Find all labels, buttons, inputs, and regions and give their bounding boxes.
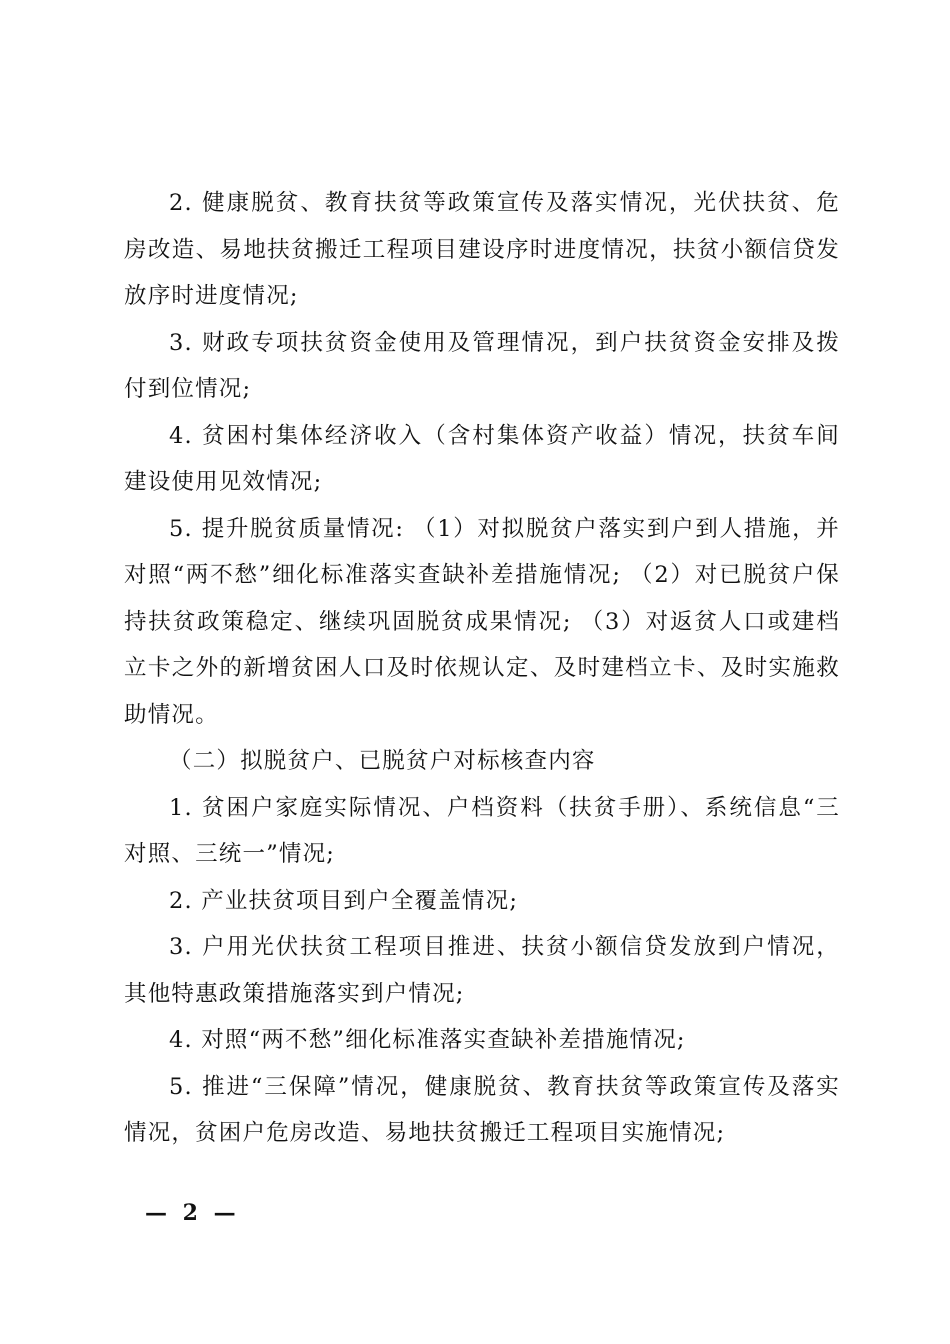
- document-body: [124, 180, 840, 1157]
- section-heading: （二）拟脱贫户、已脱贫户对标核查内容: [169, 748, 596, 774]
- checklist-item-1: 1. 贫困户家庭实际情况、户档资料（扶贫手册）、系统信息“三对照、三统一”情况;: [124, 794, 840, 867]
- checklist-item-5: 5. 推进“三保障”情况，健康脱贫、教育扶贫等政策宣传及落实情况，贫困户危房改造、易地扶贫搬迁工程项目实施情况;: [124, 1073, 840, 1146]
- paragraph-item-3: 3. 财政专项扶贫资金使用及管理情况，到户扶贫资金安排及拨付到位情况;: [124, 329, 840, 402]
- paragraph-item-4: 4. 贫困村集体经济收入（含村集体资产收益）情况，扶贫车间建设使用见效情况;: [124, 422, 840, 495]
- checklist-item-4: 4. 对照“两不愁”细化标准落实查缺补差措施情况;: [169, 1027, 686, 1053]
- paragraph-item-2: 2. 健康脱贫、教育扶贫等政策宣传及落实情况，光伏扶贫、危房改造、易地扶贫搬迁工程项目建设序时进度情况，扶贫小额信贷发放序时进度情况;: [124, 190, 840, 309]
- page-number: — 2 —: [145, 1200, 240, 1226]
- paragraph-item-5: 5. 提升脱贫质量情况: （1）对拟脱贫户落实到户到人措施，并对照“两不愁”细化标准落实查缺补差措施情况; （2）对已脱贫户保持扶贫政策稳定、继续巩固脱贫成果情况; （3）对返贫人口或建档立卡之外的新增贫困人口及时依规认定、及时建档立卡、及时实施救助情况。: [124, 515, 840, 728]
- checklist-item-2: 2. 产业扶贫项目到户全覆盖情况;: [169, 887, 519, 914]
- checklist-item-3: 3. 户用光伏扶贫工程项目推进、扶贫小额信贷发放到户情况，其他特惠政策措施落实到户情况;: [124, 934, 840, 1007]
